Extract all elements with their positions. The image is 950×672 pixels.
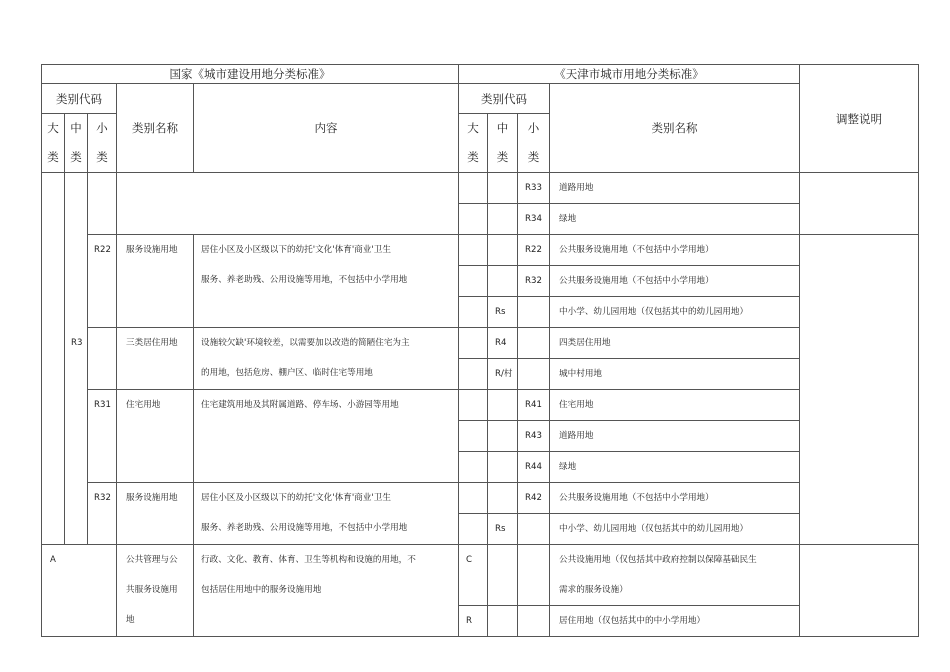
national-content: 居住小区及小区级以下的幼托'文化'体育'商业'卫生 服务、养老助残、公用设施等用地，不包括中小学用地 xyxy=(194,483,459,545)
local-name: 绿地 xyxy=(550,204,800,235)
local-code: R33 xyxy=(518,173,550,204)
national-content: 设施较欠缺'环境较差，以需要加以改造的简陋住宅为主 的用地，包括危房、棚户区、临时住宅等用地 xyxy=(194,328,459,390)
local-name: 住宅用地 xyxy=(550,390,800,421)
local-name: 中小学、幼儿园用地（仅包括其中的幼儿园用地） xyxy=(550,297,800,328)
national-content: 居住小区及小区级以下的幼托'文化'体育'商业'卫生 服务、养老助残、公用设施等用地，不包括中小学用地 xyxy=(194,235,459,328)
national-minor-cell xyxy=(88,173,117,235)
local-name: 绿地 xyxy=(550,452,800,483)
national-category-code-header: 类别代码 xyxy=(42,84,117,114)
national-empty-cell xyxy=(117,173,459,235)
local-name: 公共服务设施用地（不包括中小学用地） xyxy=(550,483,800,514)
national-category-name: 服务设施用地 xyxy=(117,483,194,545)
national-standard-title: 国家《城市建设用地分类标准》 xyxy=(42,65,459,84)
local-code: R43 xyxy=(518,421,550,452)
local-major-class-header: 大 类 xyxy=(459,114,488,173)
tianjin-standard-title: 《天津市城市用地分类标准》 xyxy=(459,65,800,84)
local-major-code: R xyxy=(459,606,488,637)
national-major-code: A xyxy=(42,545,117,637)
local-medium-code: R4 xyxy=(488,328,518,359)
local-name: 城中村用地 xyxy=(550,359,800,390)
local-code: R44 xyxy=(518,452,550,483)
adjustment-cell xyxy=(800,235,919,545)
national-major-cell xyxy=(42,173,65,545)
local-name: 道路用地 xyxy=(550,421,800,452)
national-content-header: 内容 xyxy=(194,84,459,173)
local-name: 中小学、幼儿园用地（仅包括其中的幼儿园用地） xyxy=(550,514,800,545)
national-category-name: 住宅用地 xyxy=(117,390,194,483)
local-medium-code: Rs xyxy=(488,297,518,328)
national-category-name-header: 类别名称 xyxy=(117,84,194,173)
national-content: 行政、文化、教育、体育、卫生等机构和设施的用地，不 包括居住用地中的服务设施用地 xyxy=(194,545,459,637)
local-code: R22 xyxy=(518,235,550,266)
local-code: R34 xyxy=(518,204,550,235)
national-minor-class-header: 小 类 xyxy=(88,114,117,173)
local-name: 公共设施用地（仅包括其中政府控制以保障基础民生 需求的服务设施） xyxy=(550,545,800,606)
local-name: 四类居住用地 xyxy=(550,328,800,359)
local-name: 公共服务设施用地（不包括中小学用地） xyxy=(550,266,800,297)
local-medium-code: Rs xyxy=(488,514,518,545)
local-name: 居住用地（仅包括其中的中小学用地） xyxy=(550,606,800,637)
local-minor-class-header: 小 类 xyxy=(518,114,550,173)
national-major-class-header: 大 类 xyxy=(42,114,65,173)
national-category-name: 服务设施用地 xyxy=(117,235,194,328)
national-category-name: 公共管理与公 共服务设施用 地 xyxy=(117,545,194,637)
national-medium-class-header: 中 类 xyxy=(65,114,88,173)
national-category-name: 三类居住用地 xyxy=(117,328,194,390)
local-name: 公共服务设施用地（不包括中小学用地） xyxy=(550,235,800,266)
adjustment-header: 调整说明 xyxy=(800,65,919,173)
national-medium-code: R3 xyxy=(65,328,94,390)
local-medium-class-header: 中 类 xyxy=(488,114,518,173)
land-use-comparison-table xyxy=(41,64,919,637)
local-code: R41 xyxy=(518,390,550,421)
national-minor-code: R22 xyxy=(88,235,117,328)
local-major-code: C xyxy=(459,545,488,606)
local-category-code-header: 类别代码 xyxy=(459,84,550,114)
local-category-name-header: 类别名称 xyxy=(550,84,800,173)
local-code: R32 xyxy=(518,266,550,297)
local-medium-code: R/村 xyxy=(488,359,518,390)
adjustment-cell xyxy=(800,545,919,637)
local-code: R42 xyxy=(518,483,550,514)
national-minor-code: R32 xyxy=(88,483,117,545)
national-minor-code: R31 xyxy=(88,390,117,483)
adjustment-cell xyxy=(800,173,919,235)
local-name: 道路用地 xyxy=(550,173,800,204)
national-content: 住宅建筑用地及其附属道路、停车场、小游园等用地 xyxy=(194,390,459,483)
